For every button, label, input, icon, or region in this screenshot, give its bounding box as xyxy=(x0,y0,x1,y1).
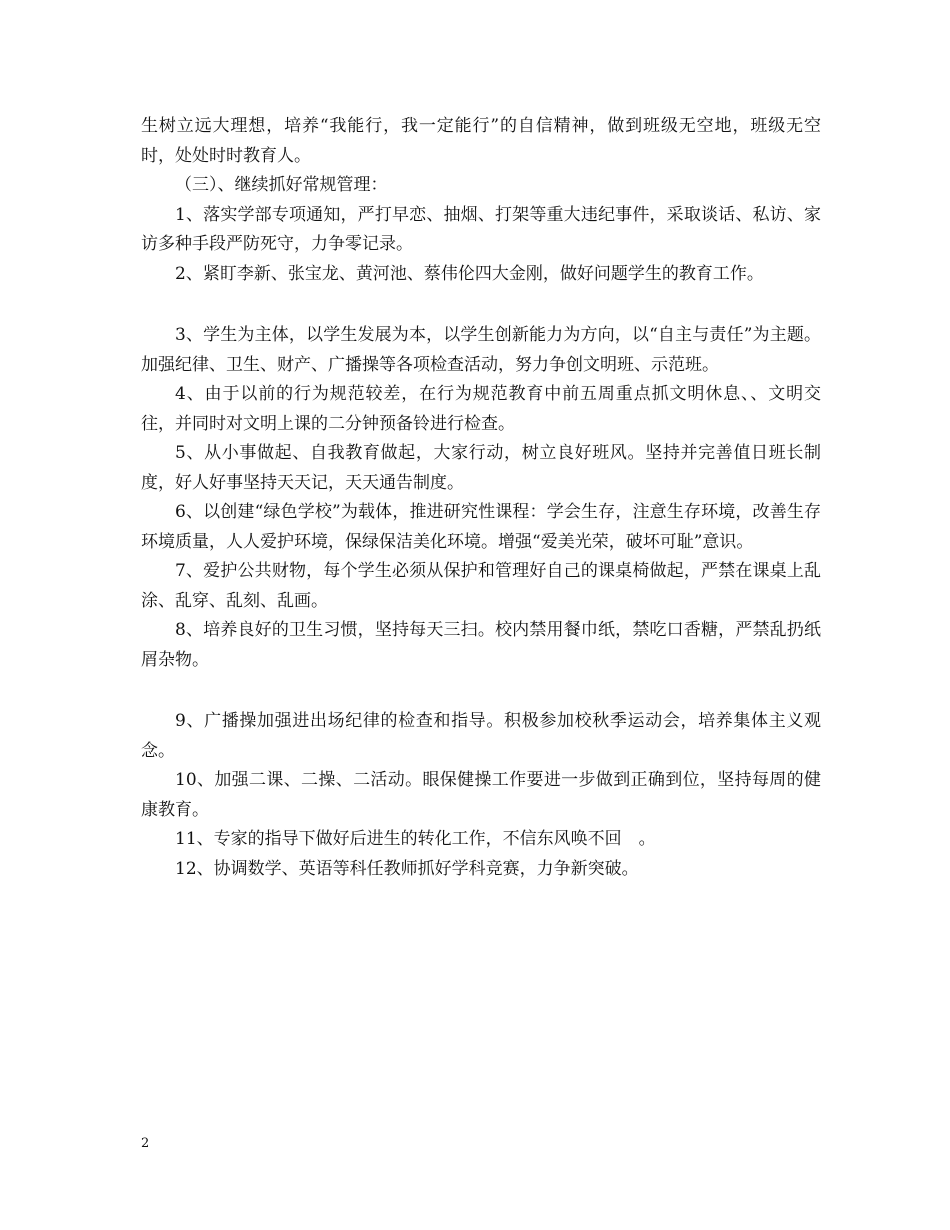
list-item: 9、广播操加强进出场纪律的检查和指导。积极参加校秋季运动会，培养集体主义观念。 xyxy=(141,711,821,761)
paragraph-continuation: 生树立远大理想，培养“我能行，我一定能行”的自信精神，做到班级无空地，班级无空时，处处时时教育人。 xyxy=(141,116,821,166)
list-item: 10、加强二课、二操、二活动。眼保健操工作要进一步做到正确到位，坚持每周的健康教育。 xyxy=(141,770,821,820)
page-content xyxy=(141,112,821,884)
section-heading: （三）、继续抓好常规管理： xyxy=(175,175,388,195)
list-item: 4、由于以前的行为规范较差，在行为规范教育中前五周重点抓文明休息、、文明交往，并同时对文明上课的二分钟预备铃进行检查。 xyxy=(141,384,821,434)
list-item: 1、落实学部专项通知，严打早恋、抽烟、打架等重大违纪事件，采取谈话、私访、家访多种手段严防死守，力争零记录。 xyxy=(141,204,821,254)
list-item: 6、以创建“绿色学校”为载体，推进研究性课程：学会生存，注意生存环境，改善生存环境质量，人人爱护环境，保绿保洁美化环境。增强“爱美光荣，破坏可耻”意识。 xyxy=(141,502,821,552)
list-item: 2、紧盯李新、张宝龙、黄河池、蔡伟伦四大金刚，做好问题学生的教育工作。 xyxy=(175,263,764,284)
page-number: 2 xyxy=(141,1136,150,1151)
list-item: 12、协调数学、英语等科任教师抓好学科竞赛，力争新突破。 xyxy=(175,858,639,879)
list-item: 11、专家的指导下做好后进生的转化工作，不信东风唤不回 。 xyxy=(175,829,656,849)
list-item: 7、爱护公共财物，每个学生必须从保护和管理好自己的课桌椅做起，严禁在课桌上乱涂、乱穿、乱刻、乱画。 xyxy=(141,561,821,611)
list-item: 8、培养良好的卫生习惯，坚持每天三扫。校内禁用餐巾纸，禁吃口香糖，严禁乱扔纸屑杂物。 xyxy=(141,620,821,670)
list-item: 3、学生为主体，以学生发展为本，以学生创新能力为方向，以“自主与责任”为主题。加强纪律、卫生、财产、广播操等各项检查活动，努力争创文明班、示范班。 xyxy=(141,325,821,375)
list-item: 5、从小事做起、自我教育做起，大家行动，树立良好班风。坚持并完善值日班长制度，好人好事坚持天天记，天天通告制度。 xyxy=(141,443,821,493)
